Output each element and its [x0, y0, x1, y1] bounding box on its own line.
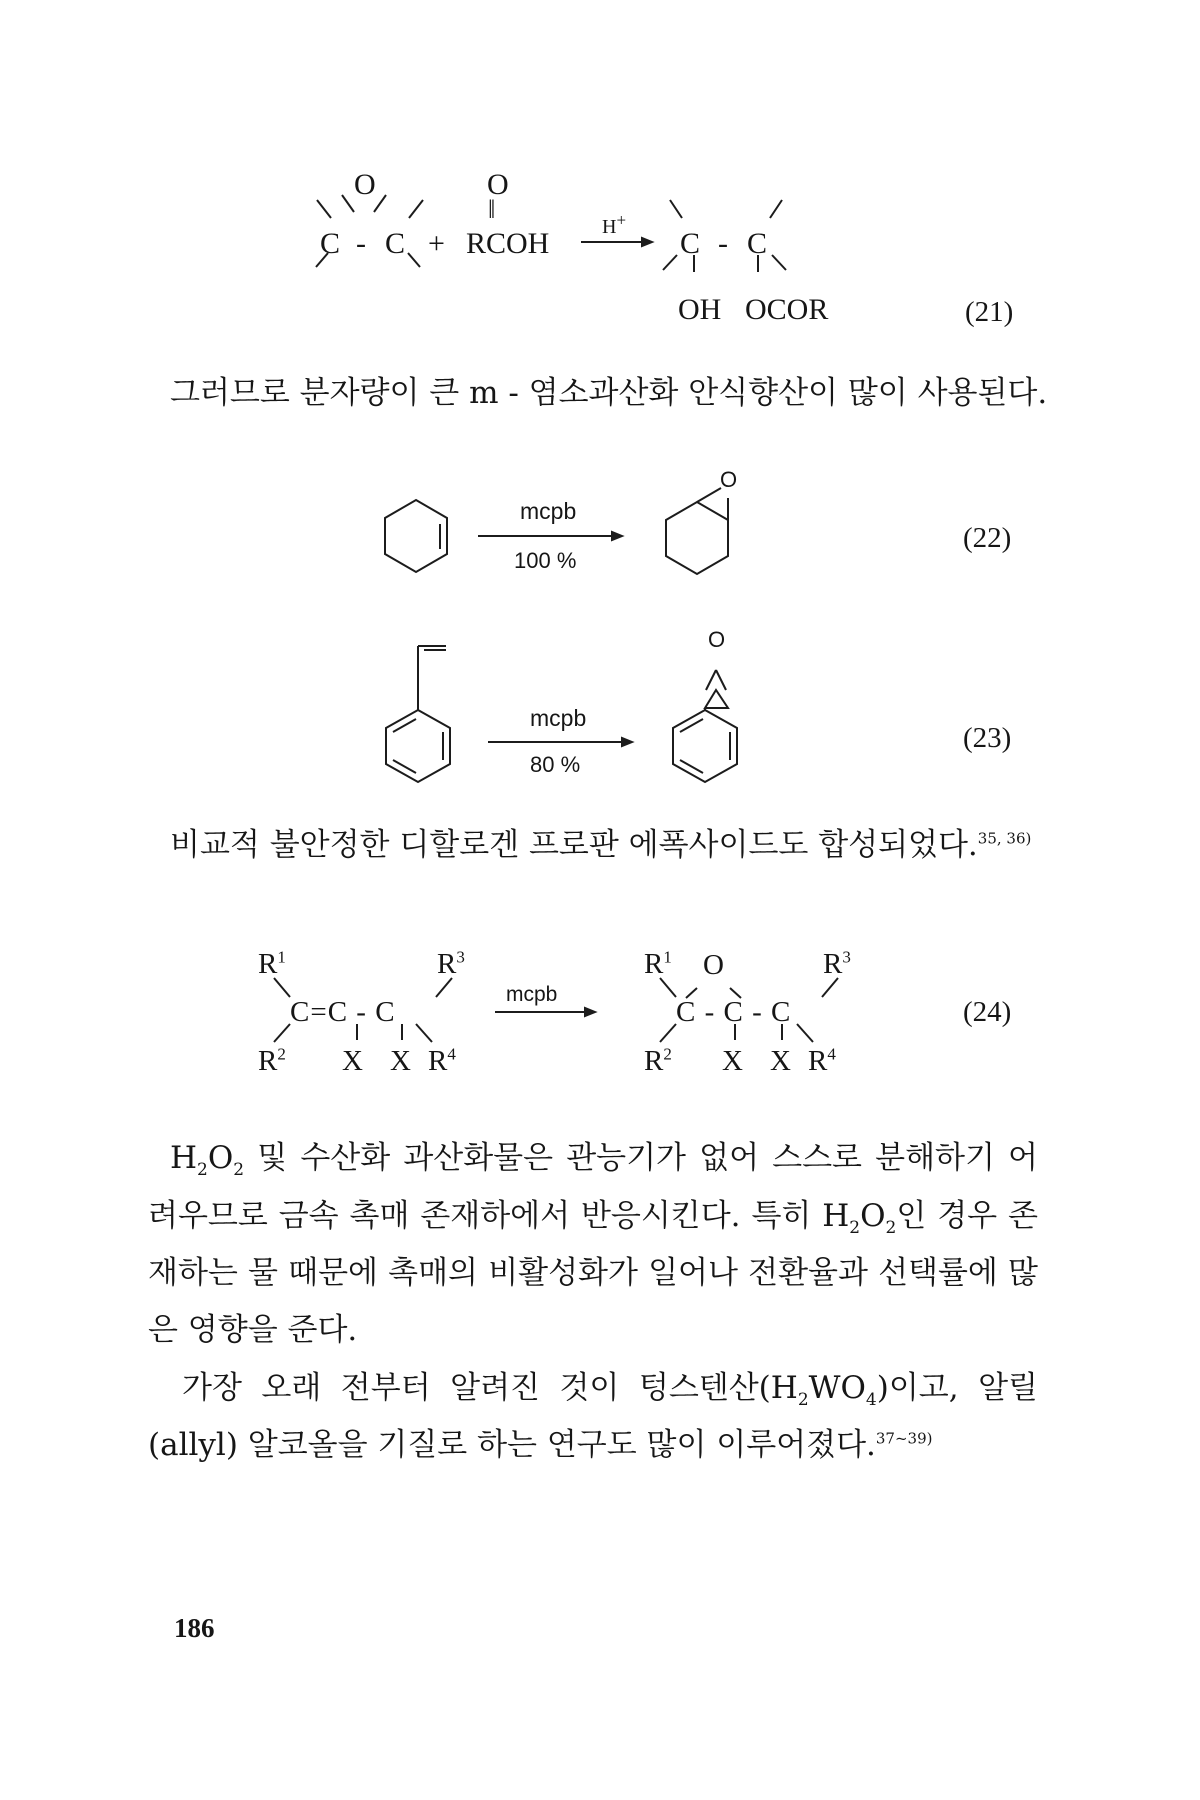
paragraph-line: $H_2O_2$ 및 수산화 과산화물은 관능기가 없어 스스로 분해하기 어 [170, 1140, 1038, 1181]
reference-35-36: 35, 36) [977, 829, 1032, 848]
eq23-reagent: mcpb [530, 705, 587, 731]
rcooh-reagent: RCOH [466, 227, 550, 260]
ester-group: OCOR [745, 293, 829, 326]
reference-37-39: 37~39) [875, 1429, 933, 1448]
epoxide-chain: C - C - C [676, 996, 792, 1028]
sentence-main: 비교적 불안정한 디할로겐 프로판 에폭사이드도 합성되었다. [170, 827, 978, 863]
eq21-carbon-2: C [385, 227, 406, 260]
eq21-bond-1: - [356, 227, 366, 260]
eq22-reagent: mcpb [520, 498, 577, 524]
eq24-reagent: mcpb [506, 983, 558, 1006]
substituent-r1: $R^1$ [258, 947, 286, 980]
paragraph-line: 려우므로 금속 촉매 존재하에서 반응시킨다. 특히 $H_2O_2$인 경우 존 [148, 1198, 1038, 1239]
hydroxyl-group: OH [678, 293, 722, 326]
equation-number-24: (24) [963, 996, 1012, 1028]
acid-catalyst: H+ [602, 210, 627, 238]
sentence-mcpba-usage: 그러므로 분자량이 큰 m - 염소과산화 안식향산이 많이 사용된다. [170, 375, 1048, 411]
eq22-yield: 100 % [514, 548, 577, 573]
halogen-x-2: X [390, 1045, 411, 1077]
paragraph-line: 은 영향을 준다. [148, 1312, 358, 1348]
substituent-r2: $R^2$ [258, 1044, 286, 1077]
eq21-carbon-4: C [747, 227, 768, 260]
product-r4: $R^4$ [808, 1044, 836, 1077]
carbonyl-double-bond: ‖ [488, 195, 496, 224]
epoxide-oxygen: O [720, 467, 738, 492]
eq21-carbon-1: C [320, 227, 341, 260]
product-x-2: X [770, 1045, 791, 1077]
product-r1: $R^1$ [644, 947, 672, 980]
substituent-r4: $R^4$ [428, 1044, 456, 1077]
carbonyl-oxygen: O [487, 168, 509, 201]
alkene-chain: C=C - C [290, 996, 396, 1028]
product-x-1: X [722, 1045, 743, 1077]
halogen-x-1: X [342, 1045, 363, 1077]
paragraph-line: 재하는 물 때문에 촉매의 비활성화가 일어나 전환율과 선택률에 많 [148, 1255, 1038, 1291]
eq21-bond-2: - [718, 227, 728, 260]
substituent-r3: $R^3$ [437, 947, 465, 980]
eq23-yield: 80 % [530, 752, 581, 777]
equation-number-22: (22) [963, 522, 1012, 554]
epoxide-oxygen: O [708, 627, 726, 652]
epoxide-oxygen: O [703, 949, 724, 981]
plus-sign: + [428, 227, 445, 260]
product-r2: $R^2$ [644, 1044, 672, 1077]
paragraph-line: (allyl) 알코올을 기질로 하는 연구도 많이 이루어졌다.$^{37\sim 39)}$ [148, 1427, 933, 1463]
product-r3: $R^3$ [823, 947, 851, 980]
eq21-carbon-3: C [680, 227, 701, 260]
page-number: 186 [174, 1613, 215, 1643]
equation-number-23: (23) [963, 722, 1012, 754]
paragraph-line: 가장 오래 전부터 알려진 것이 텅스텐산$(H_2WO_4)$이고, 알릴 [182, 1370, 1038, 1411]
epoxide-oxygen: O [354, 168, 376, 201]
equation-number-21: (21) [965, 296, 1014, 328]
